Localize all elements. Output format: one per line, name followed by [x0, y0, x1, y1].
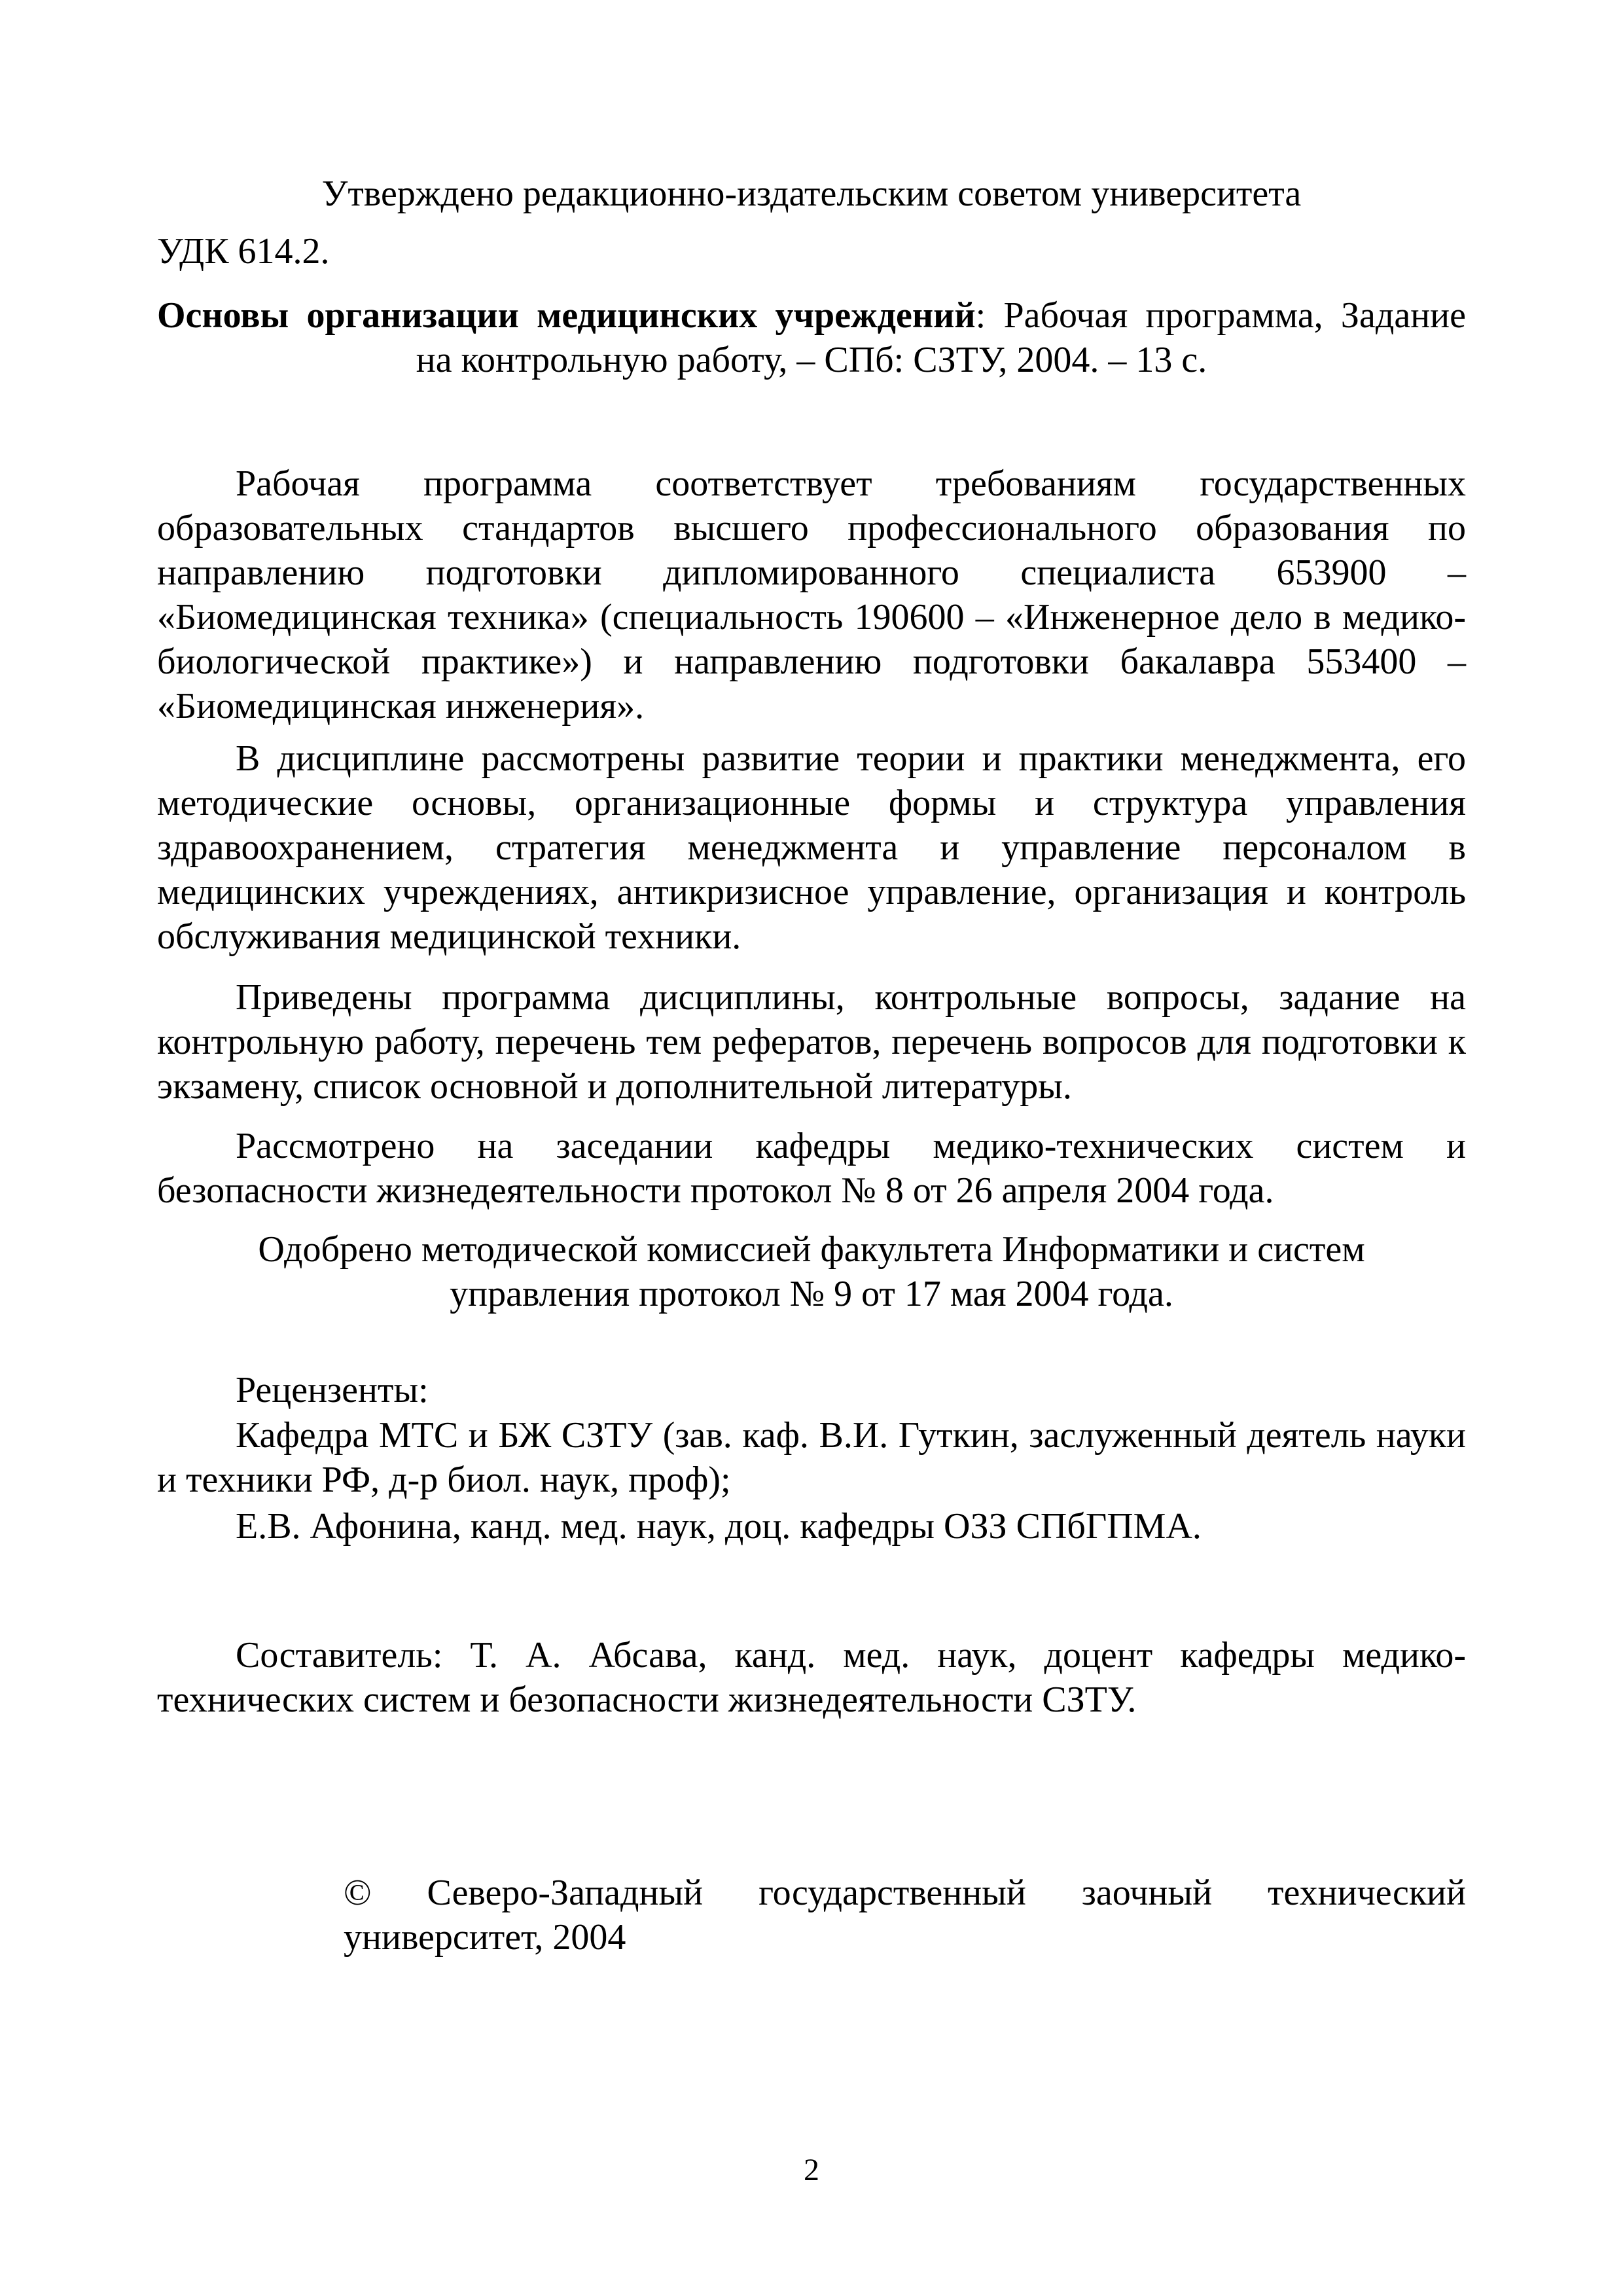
bibliographic-entry — [157, 293, 1466, 382]
bibliographic-line-2: на контрольную работу, – СПб: СЗТУ, 2004. – 13 с. — [416, 340, 1207, 380]
commission-approval-line-2: управления протокол № 9 от 17 мая 2004 года. — [450, 1274, 1173, 1314]
commission-approval — [157, 1227, 1466, 1316]
udk-code: УДК 614.2. — [157, 231, 330, 272]
reviewers-heading: Рецензенты: — [236, 1370, 429, 1410]
paragraph-department-approval: Рассмотрено на заседании кафедры медико-технических систем и безопасности жизнедеятельности протокол № 8 от 26 апреля 2004 года. — [157, 1126, 1466, 1211]
compiler: Составитель: Т. А. Абсава, канд. мед. наук, доцент кафедры медико-технических систем и безопасности жизнедеятельности СЗТУ. — [157, 1635, 1466, 1720]
paragraph-program: Рабочая программа соответствует требованиям государственных образовательных стандартов высшего профессионального образования по направлению подготовки дипломированного специалиста 653900 – «Биомедицинская техника» (специальность 190600 – «Инженерное дело в медико-биологической практике») и направлению подготовки бакалавра 553400 – «Биомедицинская инженерия». — [157, 463, 1466, 726]
paragraph-contents: Приведены программа дисциплины, контрольные вопросы, задание на контрольную работу, перечень тем рефератов, перечень вопросов для подготовки к экзамену, список основной и дополнительной литературы. — [157, 977, 1466, 1107]
reviewer-1: Кафедра МТС и БЖ СЗТУ (зав. каф. В.И. Гуткин, заслуженный деятель науки и техники РФ, д-р биол. наук, проф); — [157, 1415, 1466, 1500]
approval-line: Утверждено редакционно-издательским советом университета — [321, 173, 1302, 214]
reviewer-2: Е.В. Афонина, канд. мед. наук, доц. кафедры ОЗЗ СПбГПМА. — [236, 1506, 1202, 1547]
page-number: 2 — [804, 2153, 819, 2187]
copyright-notice: © Северо-Западный государственный заочный технический университет, 2004 — [344, 1873, 1466, 1958]
document-title: Основы организации медицинских учреждений — [157, 295, 976, 336]
paragraph-discipline: В дисциплине рассмотрены развитие теории и практики менеджмента, его методические основы, организационные формы и структура управления здравоохранением, стратегия менеджмента и управление персоналом в медицинских учреждениях, антикризисное управление, организация и контроль обслуживания медицинской техники. — [157, 738, 1466, 957]
document-type: : Рабочая программа, Задание — [975, 295, 1466, 336]
bibliographic-line-1 — [157, 293, 1466, 338]
commission-approval-line-1: Одобрено методической комиссией факультета Информатики и систем — [258, 1229, 1365, 1270]
